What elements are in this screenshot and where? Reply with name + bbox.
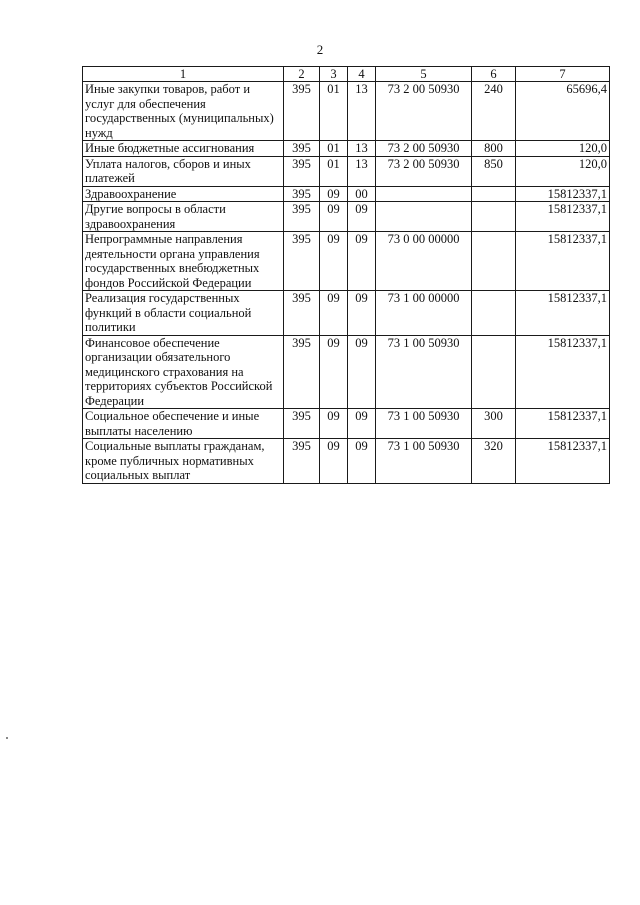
cell-sum: 15812337,1 [516,409,610,439]
cell-code: 09 [348,202,376,232]
cell-code: 73 1 00 00000 [376,291,472,336]
cell-code [376,202,472,232]
cell-sum: 15812337,1 [516,202,610,232]
cell-code: 800 [472,141,516,157]
column-header: 1 [83,67,284,82]
cell-code: 01 [320,156,348,186]
cell-code: 13 [348,156,376,186]
cell-code: 01 [320,141,348,157]
table-row [83,141,610,157]
cell-code: 09 [320,186,348,202]
column-header: 3 [320,67,348,82]
cell-code: 73 0 00 00000 [376,232,472,291]
cell-code: 395 [284,335,320,409]
cell-sum: 15812337,1 [516,291,610,336]
cell-code: 73 1 00 50930 [376,439,472,484]
cell-code: 395 [284,409,320,439]
cell-code [472,202,516,232]
cell-code: 395 [284,291,320,336]
column-header: 5 [376,67,472,82]
table-row [83,186,610,202]
page-number: 2 [316,42,324,57]
cell-code: 395 [284,202,320,232]
row-name: Финансовое обеспечение организации обязательного медицинского страхования на территориях субъектов Российской Федерации [83,335,284,409]
table-row [83,291,610,336]
row-name: Уплата налогов, сборов и иных платежей [83,156,284,186]
row-name: Социальные выплаты гражданам, кроме публичных нормативных социальных выплат [83,439,284,484]
table-header-row [83,67,610,82]
row-name: Иные бюджетные ассигнования [83,141,284,157]
cell-code: 01 [320,82,348,141]
cell-code: 09 [348,335,376,409]
cell-code: 73 2 00 50930 [376,156,472,186]
cell-code: 240 [472,82,516,141]
cell-code: 320 [472,439,516,484]
table-row [83,232,610,291]
cell-code [472,335,516,409]
cell-code: 00 [348,186,376,202]
cell-sum: 120,0 [516,141,610,157]
cell-code: 73 1 00 50930 [376,409,472,439]
column-header: 7 [516,67,610,82]
cell-code [472,232,516,291]
cell-code [472,186,516,202]
cell-code: 395 [284,232,320,291]
cell-code [472,291,516,336]
cell-code: 09 [320,439,348,484]
cell-code: 09 [320,409,348,439]
table-row [83,202,610,232]
cell-sum: 120,0 [516,156,610,186]
cell-code: 09 [320,291,348,336]
cell-code: 300 [472,409,516,439]
row-name: Другие вопросы в области здравоохранения [83,202,284,232]
column-header: 6 [472,67,516,82]
row-name: Непрограммные направления деятельности органа управления государственных внебюджетных фондов Российской Федерации [83,232,284,291]
cell-sum: 15812337,1 [516,232,610,291]
table-row [83,82,610,141]
cell-sum: 15812337,1 [516,186,610,202]
cell-code: 395 [284,439,320,484]
row-name: Социальное обеспечение и иные выплаты населению [83,409,284,439]
column-header: 2 [284,67,320,82]
row-name: Здравоохранение [83,186,284,202]
column-header: 4 [348,67,376,82]
cell-code: 09 [348,291,376,336]
cell-sum: 65696,4 [516,82,610,141]
cell-sum: 15812337,1 [516,335,610,409]
cell-code: 395 [284,186,320,202]
table-row [83,156,610,186]
row-name: Иные закупки товаров, работ и услуг для обеспечения государственных (муниципальных) нужд [83,82,284,141]
table-row [83,409,610,439]
row-name: Реализация государственных функций в области социальной политики [83,291,284,336]
cell-code: 09 [348,232,376,291]
cell-code: 13 [348,141,376,157]
cell-code: 73 2 00 50930 [376,141,472,157]
cell-code: 09 [348,409,376,439]
budget-table [82,66,610,484]
cell-code: 73 2 00 50930 [376,82,472,141]
cell-code: 13 [348,82,376,141]
cell-code [376,186,472,202]
cell-code: 09 [320,232,348,291]
cell-code: 395 [284,141,320,157]
cell-code: 09 [348,439,376,484]
table-row [83,439,610,484]
cell-code: 850 [472,156,516,186]
cell-code: 395 [284,156,320,186]
cell-sum: 15812337,1 [516,439,610,484]
cell-code: 73 1 00 50930 [376,335,472,409]
scan-speck [6,737,8,739]
cell-code: 09 [320,202,348,232]
cell-code: 395 [284,82,320,141]
cell-code: 09 [320,335,348,409]
table-row [83,335,610,409]
